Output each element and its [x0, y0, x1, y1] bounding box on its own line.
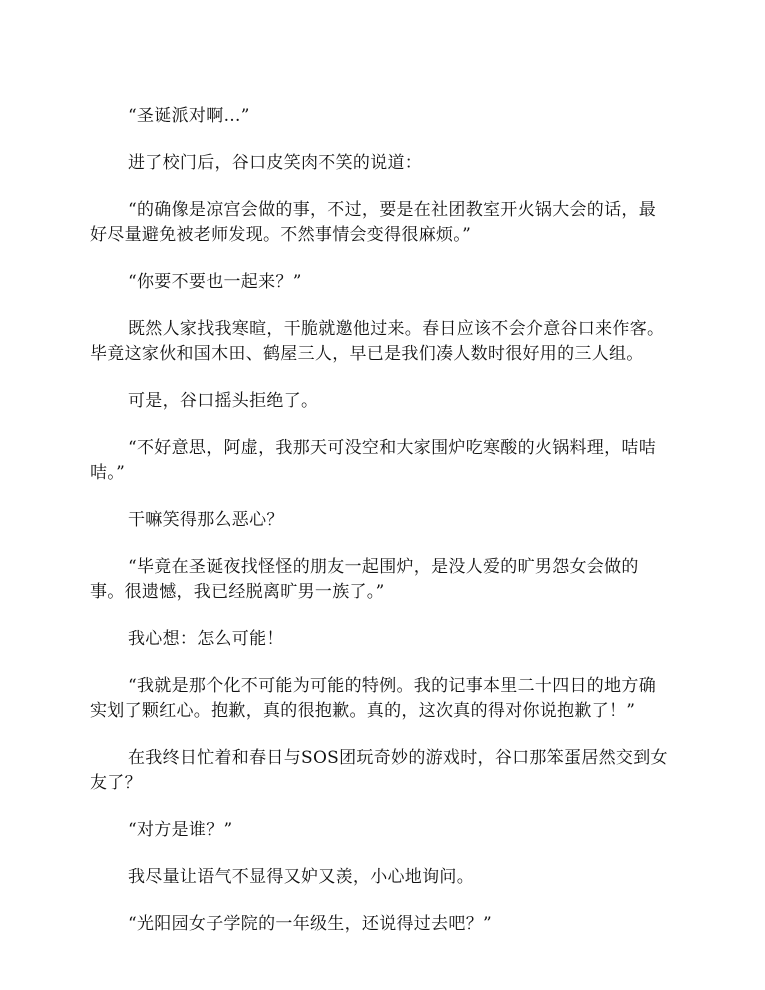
paragraph-14: 我尽量让语气不显得又妒又羡，小心地询问。: [128, 867, 474, 887]
paragraph-7: “不好意思，阿虚，我那天可没空和大家围炉吃寒酸的火锅料理，咭咭咭。”: [90, 438, 656, 483]
paragraph-8: 干嘛笑得那么恶心？: [128, 510, 284, 530]
paragraph-3: “的确像是凉宫会做的事，不过，要是在社团教室开火锅大会的话，最好尽量避免被老师发现。不然事情会变得很麻烦。”: [90, 200, 656, 245]
paragraph-5: 既然人家找我寒暄，干脆就邀他过来。春日应该不会介意谷口来作客。毕竟这家伙和国木田、鹤屋三人，早已是我们凑人数时很好用的三人组。: [90, 319, 665, 364]
paragraph-9: “毕竟在圣诞夜找怪怪的朋友一起围炉，是没人爱的旷男怨女会做的事。很遗憾，我已经脱离旷男一族了。”: [90, 557, 639, 602]
paragraph-10: 我心想：怎么可能！: [128, 629, 284, 649]
paragraph-15: “光阳园女子学院的一年级生，还说得过去吧？”: [128, 914, 492, 934]
body-text: [90, 104, 670, 959]
paragraph-2: 进了校门后，谷口皮笑肉不笑的说道：: [128, 153, 423, 173]
paragraph-12: 在我终日忙着和春日与SOS团玩奇妙的游戏时，谷口那笨蛋居然交到女友了？: [90, 748, 668, 793]
paragraph-11: “我就是那个化不可能为可能的特例。我的记事本里二十四日的地方确实划了颗红心。抱歉，真的很抱歉。真的，这次真的得对你说抱歉了！”: [90, 676, 656, 721]
paragraph-4: “你要不要也一起来？”: [128, 272, 302, 292]
paragraph-13: “对方是谁？”: [128, 820, 233, 840]
paragraph-1: “圣诞派对啊…”: [128, 106, 250, 126]
paragraph-6: 可是，谷口摇头拒绝了。: [128, 391, 319, 411]
